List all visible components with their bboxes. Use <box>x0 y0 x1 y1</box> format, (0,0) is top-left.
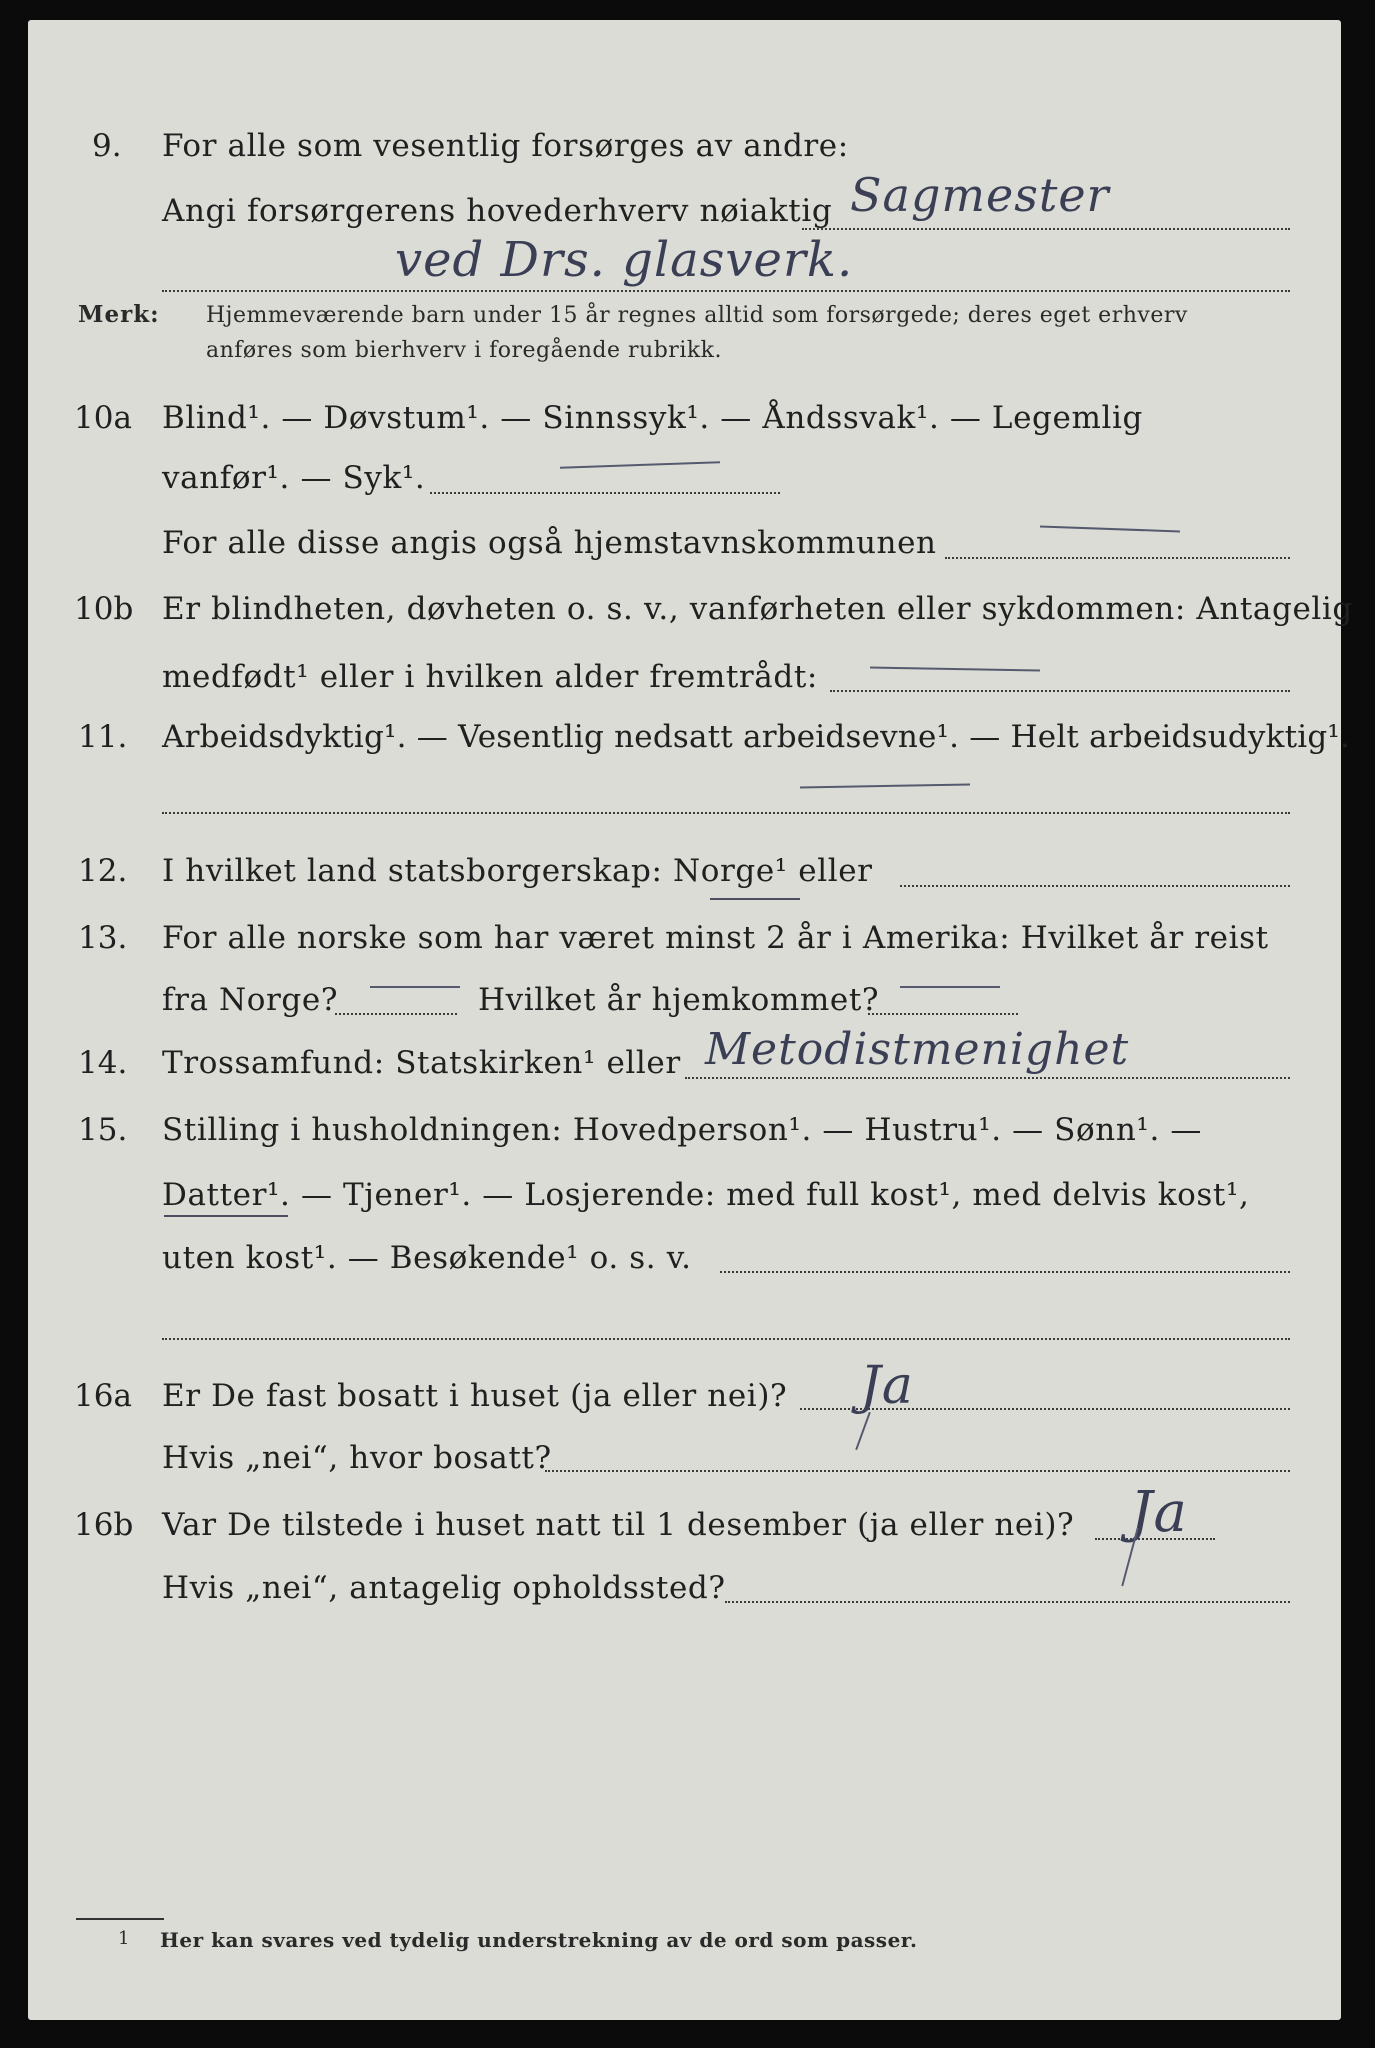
q10a-answer-line <box>430 492 780 494</box>
footnote-text: Her kan svares ved tydelig understrekning av de ord som passer. <box>160 1928 918 1952</box>
q16a-line1: Er De fast bosatt i huset (ja eller nei)? <box>162 1378 788 1414</box>
q16b-line1: Var De tilstede i huset natt til 1 desember (ja eller nei)? <box>162 1507 1075 1543</box>
q10b-line2: medfødt¹ eller i hvilken alder fremtrådt: <box>162 659 818 695</box>
q12-number: 12. <box>78 853 128 889</box>
merk-label: Merk: <box>78 301 160 328</box>
q9-handwritten-answer1: Sagmester <box>850 168 1110 222</box>
q15-number: 15. <box>78 1112 128 1148</box>
q12-line1: I hvilket land statsborgerskap: Norge¹ eller <box>162 853 873 889</box>
footnote-marker: 1 <box>118 1928 130 1949</box>
q13-line1: For alle norske som har været minst 2 år i Amerika: Hvilket år reist <box>162 920 1269 956</box>
q16a-number: 16a <box>74 1378 132 1414</box>
q10a-line1: Blind¹. — Døvstum¹. — Sinnssyk¹. — Åndssvak¹. — Legemlig <box>162 400 1143 436</box>
q16a-bosatt-line <box>545 1470 1290 1472</box>
merk-line1: Hjemmeværende barn under 15 år regnes alltid som forsørgede; deres eget erhverv <box>206 303 1188 328</box>
q10a-line2: vanfør¹. — Syk¹. <box>162 460 426 496</box>
q16b-number: 16b <box>74 1507 134 1543</box>
merk-line2: anføres som bierhverv i foregående rubrikk. <box>206 338 723 363</box>
q10b-line1: Er blindheten, døvheten o. s. v., vanførheten eller sykdommen: Antagelig <box>162 591 1353 627</box>
q13-line2b: Hvilket år hjemkommet? <box>478 982 880 1018</box>
q9-handwritten-answer2: ved Drs. glasverk. <box>395 232 854 288</box>
q15-answer-line <box>720 1271 1290 1273</box>
q12-answer-line <box>900 885 1290 887</box>
q13-hjemkommet-dash <box>900 986 1000 988</box>
q16b-handwritten-answer: Ja <box>1130 1480 1188 1545</box>
q13-line2a: fra Norge? <box>162 982 339 1018</box>
footnote-rule <box>76 1918 164 1920</box>
q15-answer-line2 <box>162 1338 1290 1340</box>
q10b-answer-line <box>830 690 1290 692</box>
q9-number: 9. <box>92 128 122 164</box>
q10a-line3: For alle disse angis også hjemstavnskommunen <box>162 525 937 561</box>
q14-number: 14. <box>78 1045 128 1081</box>
q15-line1: Stilling i husholdningen: Hovedperson¹. — Hustru¹. — Sønn¹. — <box>162 1112 1202 1148</box>
q13-reist-dash <box>370 986 460 988</box>
q14-line1: Trossamfund: Statskirken¹ eller <box>162 1045 681 1081</box>
q14-handwritten-answer: Metodistmenighet <box>705 1024 1130 1075</box>
q16a-handwritten-answer: Ja <box>860 1356 914 1416</box>
q9-line2: Angi forsørgerens hovederhverv nøiaktig <box>162 193 833 229</box>
q15-line2: Datter¹. — Tjener¹. — Losjerende: med full kost¹, med delvis kost¹, <box>162 1177 1250 1213</box>
q13-reist-line <box>335 1013 457 1015</box>
q16b-line2: Hvis „nei“, antagelig opholdssted? <box>162 1570 726 1606</box>
q10a-number: 10a <box>74 400 132 436</box>
q9-line1: For alle som vesentlig forsørges av andre: <box>162 128 849 164</box>
q15-datter-underline <box>164 1215 288 1217</box>
q11-answer-line <box>162 812 1290 814</box>
q16a-line2: Hvis „nei“, hvor bosatt? <box>162 1440 552 1476</box>
q13-number: 13. <box>78 920 128 956</box>
q9-answer-line2 <box>162 290 1290 292</box>
q11-number: 11. <box>78 719 128 755</box>
q9-answer-line1 <box>802 228 1290 230</box>
q13-hjemkommet-line <box>868 1013 1018 1015</box>
q10a-hjemstavn-line <box>945 557 1290 559</box>
q11-line1: Arbeidsdyktig¹. — Vesentlig nedsatt arbeidsevne¹. — Helt arbeidsudyktig¹. <box>162 719 1351 755</box>
q16b-opholdssted-line <box>725 1601 1290 1603</box>
q14-answer-line <box>685 1077 1290 1079</box>
q10b-number: 10b <box>74 591 134 627</box>
q12-norge-underline <box>710 898 800 900</box>
q15-line3: uten kost¹. — Besøkende¹ o. s. v. <box>162 1240 692 1276</box>
